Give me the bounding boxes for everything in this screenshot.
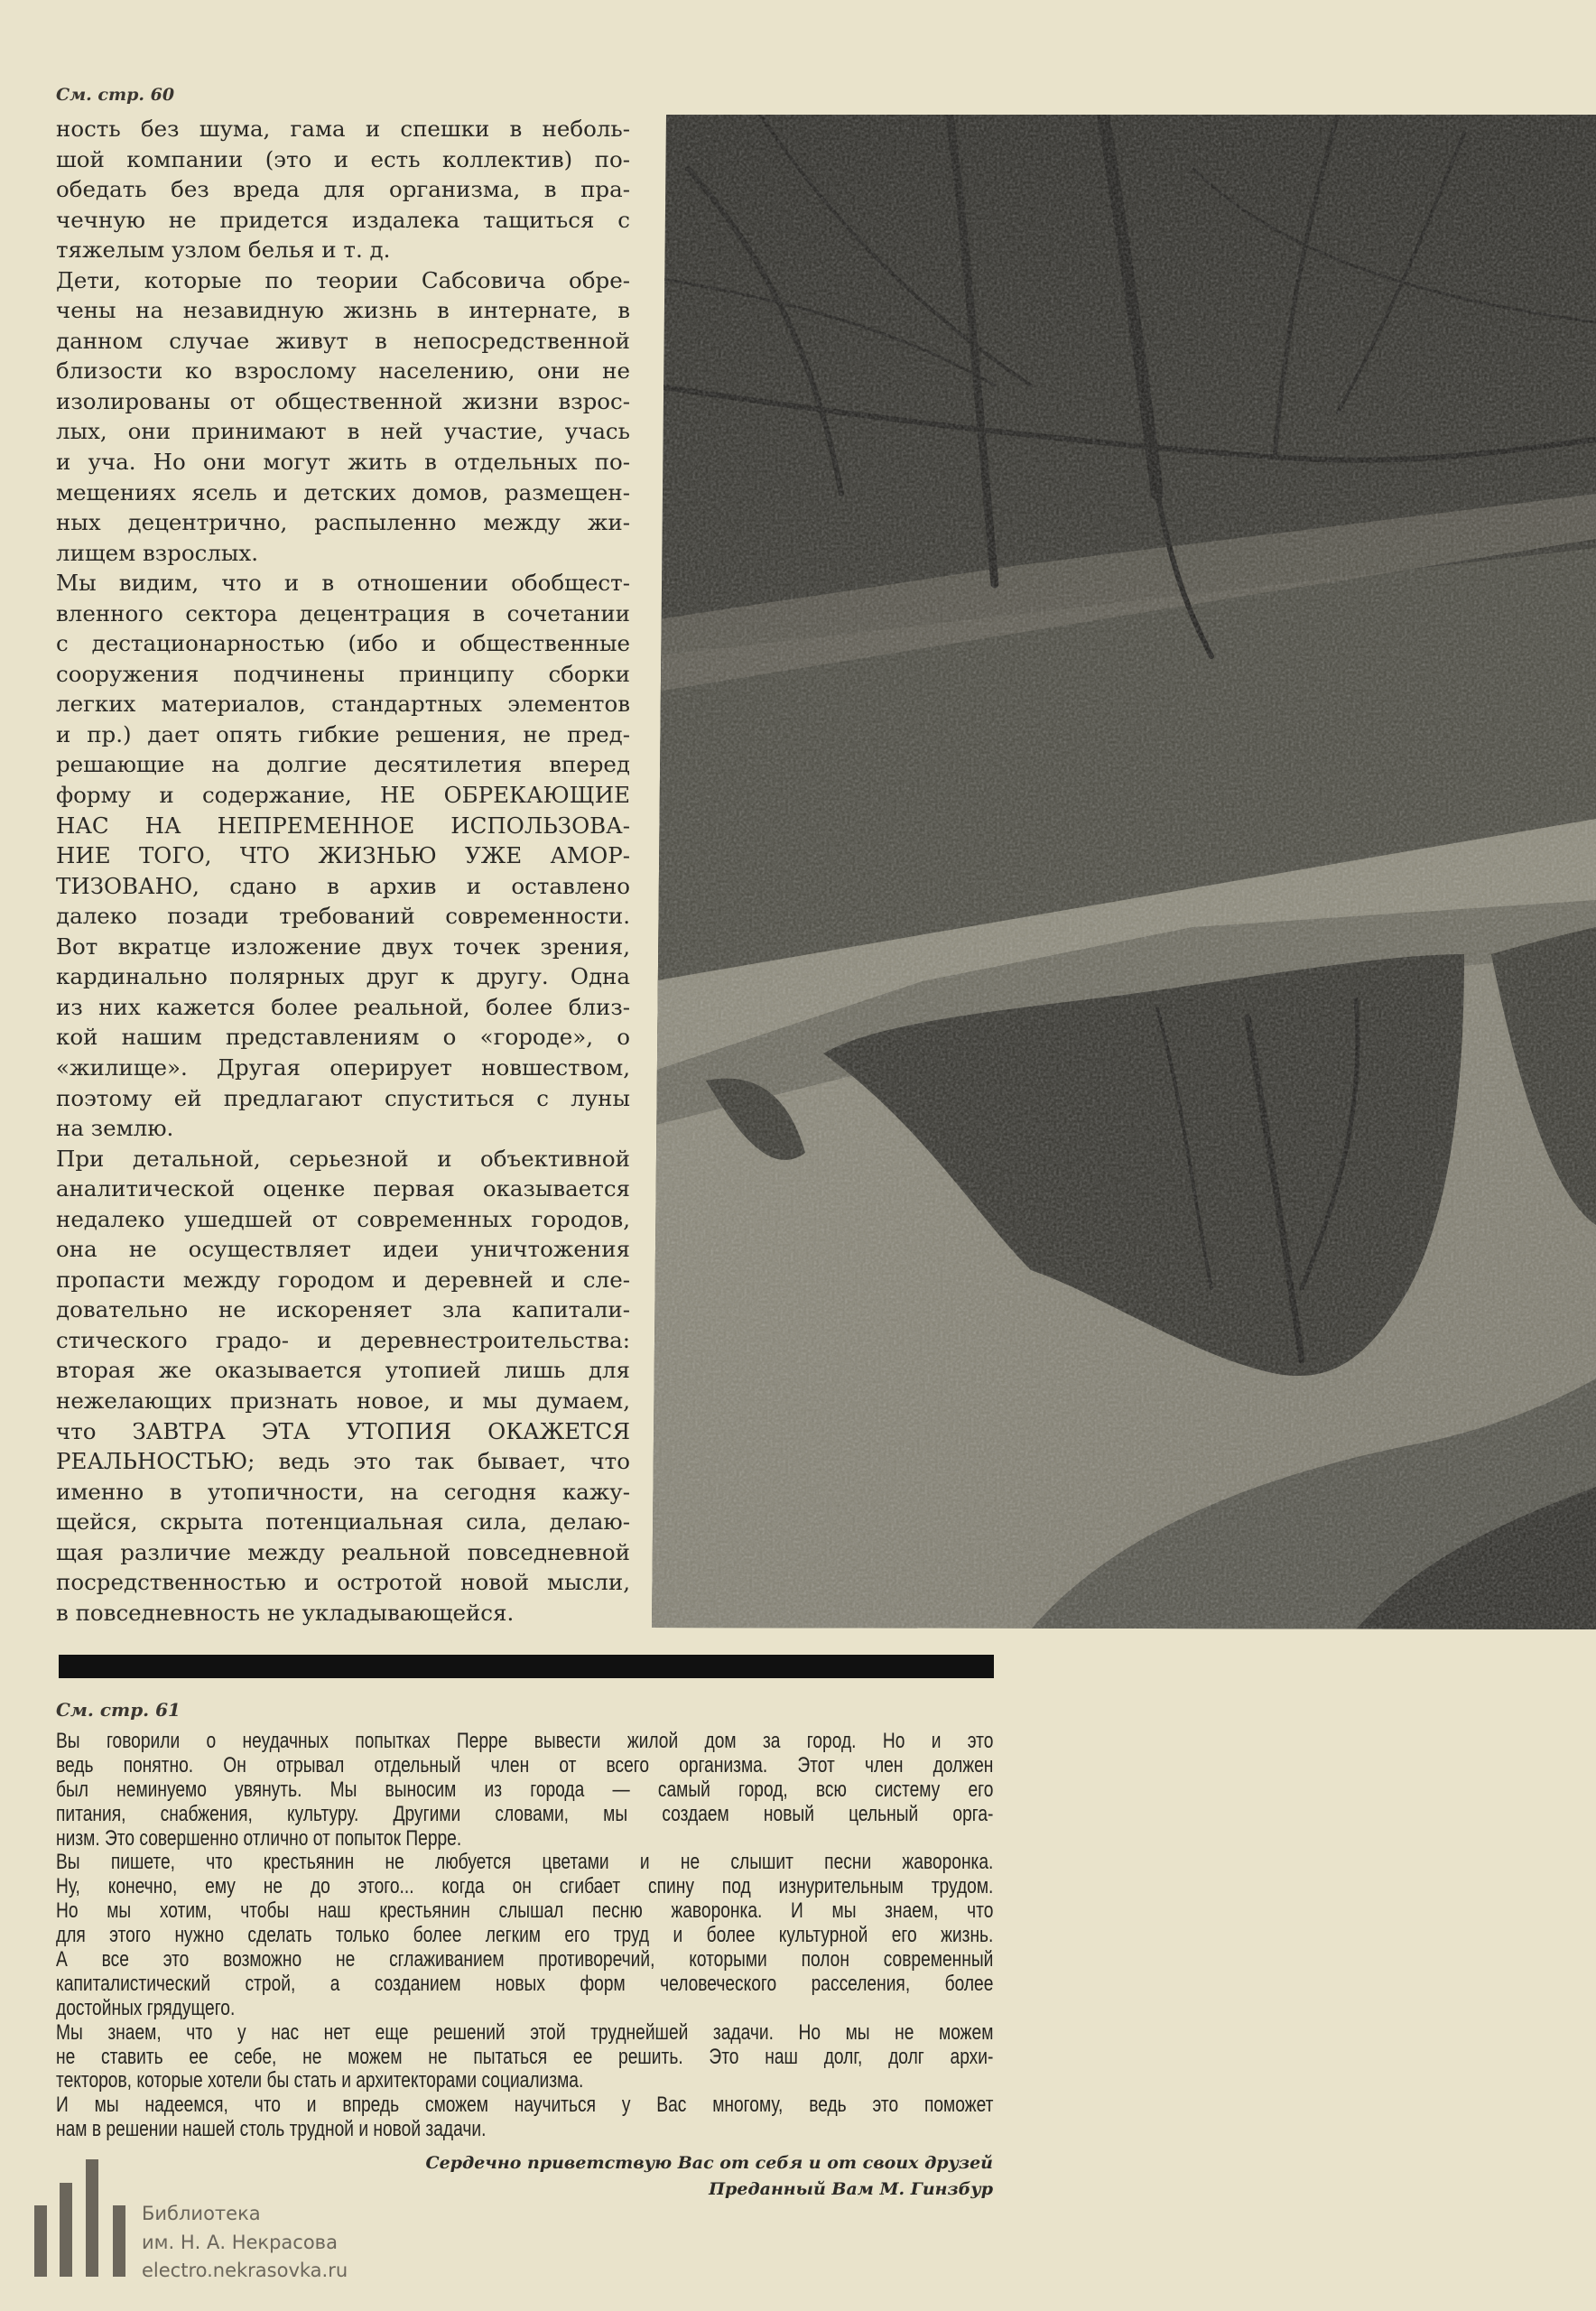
letter-text-line: был неминуемо увянуть. Мы выносим из города — самый город, всю систему его — [56, 1777, 994, 1802]
letter-closing: Сердечно приветствую Вас от себя и от своих друзей — [425, 2153, 993, 2173]
text-line: лищем взрослых. — [56, 539, 258, 566]
letter-text-line: Вы пишете, что крестьянин не любуется цветами и не слышит песни жаворонка. — [56, 1850, 994, 1875]
text-line: близости ко взрослому населению, они не — [56, 357, 630, 385]
text-line: данном случае живут в непосредственной — [56, 327, 630, 354]
text-line: ность без шума, гама и спешки в неболь- — [56, 116, 630, 142]
text-line: изолированы от общественной жизни взрос- — [56, 387, 630, 414]
left-text-column — [56, 114, 630, 1628]
text-line: ТИЗОВАНО, сдано в архив и оставлено — [56, 872, 630, 899]
letter-text-line: текторов, которые хотели бы стать и архитекторами социализма. — [56, 2068, 584, 2093]
watermark-library-subtitle: им. Н. А. Некрасова — [142, 2232, 338, 2253]
letter-text-line: для этого нужно сделать только более легким его труд и более культурной его жизнь. — [56, 1923, 994, 1948]
text-line: кой нашим представлениям о «городе», о — [56, 1024, 630, 1051]
letter-text-line: Ну, конечно, ему не до этого... когда он сгибает спину под изнурительным трудом. — [56, 1874, 994, 1899]
text-line: щейся, скрыта потенциальная сила, делаю- — [56, 1508, 630, 1536]
text-line: форму и содержание, НЕ ОБРЕКАЮЩИЕ — [56, 782, 630, 809]
text-line: на землю. — [56, 1115, 174, 1142]
text-line: обедать без вреда для организма, в пра- — [56, 176, 630, 203]
text-line: мещениях ясель и детских домов, размещен- — [56, 478, 630, 506]
text-line: При детальной, серьезной и объективной — [56, 1145, 630, 1172]
text-line: в повседневность не укладывающейся. — [56, 1599, 515, 1626]
letter-text-line: не ставить ее себе, не можем не пытаться ее решить. Это наш долг, долг архи- — [56, 2044, 994, 2069]
text-line: решающие на долгие десятилетия вперед — [56, 751, 630, 778]
watermark-library-name: Библиотека — [142, 2203, 261, 2224]
text-line: аналитической оценке первая оказывается — [56, 1175, 630, 1202]
text-line: недалеко ушедшей от современных городов, — [56, 1205, 630, 1232]
section-divider-bar — [59, 1655, 994, 1678]
text-line: Мы видим, что и в отношении обобщест- — [56, 570, 630, 597]
text-line: именно в утопичности, на сегодня кажу- — [56, 1478, 630, 1505]
text-line: РЕАЛЬНОСТЬЮ; ведь это так бывает, что — [56, 1448, 630, 1475]
text-line: НАС НА НЕПРЕМЕННОЕ ИСПОЛЬЗОВА- — [56, 812, 630, 839]
text-line: шой компании (это и есть коллектив) по- — [56, 145, 630, 172]
text-line: чечную не придется издалека тащиться с — [56, 206, 630, 233]
text-line: она не осуществляет идеи уничтожения — [56, 1236, 630, 1263]
text-line: далеко позади требований современности. — [56, 903, 630, 930]
page-reference-60: См. стр. 60 — [56, 85, 175, 105]
pond-reflection-photo — [652, 115, 1596, 1629]
text-line: ных децентрично, распыленно между жи- — [56, 509, 630, 536]
letter-text-line: нам в решении нашей столь трудной и новой задачи. — [56, 2117, 487, 2142]
text-line: лых, они принимают в ней участие, учась — [56, 418, 630, 445]
text-line: чены на незавидную жизнь в интернате, в — [56, 297, 630, 324]
letter-text-line: капиталистический строй, а созданием новых форм человеческого расселения, более — [56, 1971, 994, 1996]
letter-text-line: Мы знаем, что у нас нет еще решений этой труднейшей задачи. Но мы не можем — [56, 2019, 994, 2045]
text-line: тяжелым узлом белья и т. д. — [56, 237, 391, 264]
letter-text-line: низм. Это совершенно отлично от попыток Перре. — [56, 1825, 462, 1851]
watermark-url[interactable]: electro.nekrasovka.ru — [142, 2260, 348, 2281]
text-line: и уча. Но они могут жить в отдельных по- — [56, 449, 630, 476]
text-line: вленного сектора децентрация в сочетании — [56, 599, 630, 626]
text-line: кардинально полярных друг к другу. Одна — [56, 963, 630, 990]
text-line: поэтому ей предлагают спуститься с луны — [56, 1084, 630, 1111]
text-line: из них кажется более реальной, более близ- — [56, 993, 630, 1020]
text-line: и пр.) дает опять гибкие решения, не пред- — [56, 720, 630, 747]
letter-text-line: Но мы хотим, чтобы наш крестьянин слышал песню жаворонка. И мы знаем, что — [56, 1898, 994, 1924]
landscape-photo — [652, 115, 1596, 1629]
text-line: стического градо- и деревнестроительства: — [56, 1326, 630, 1353]
letter-signature: Преданный Вам М. Гинзбур — [709, 2179, 993, 2199]
text-line: пропасти между городом и деревней и сле- — [56, 1266, 630, 1293]
text-line: «жилище». Другая оперирует новшеством, — [56, 1053, 630, 1081]
text-line: щая различие между реальной повседневной — [56, 1538, 630, 1565]
text-line: НИЕ ТОГО, ЧТО ЖИЗНЬЮ УЖЕ АМОР- — [56, 842, 630, 869]
text-line: что ЗАВТРА ЭТА УТОПИЯ ОКАЖЕТСЯ — [56, 1417, 630, 1444]
letter-text-line: питания, снабжения, культуру. Другими словами, мы создаем новый цельный орга- — [56, 1801, 994, 1826]
text-line: легких материалов, стандартных элементов — [56, 691, 630, 718]
page-reference-61: См. стр. 61 — [56, 1699, 181, 1721]
text-line: сооружения подчинены принципу сборки — [56, 660, 630, 687]
letter-text-block — [56, 1730, 993, 2142]
text-line: нежелающих признать новое, и мы думаем, — [56, 1387, 630, 1414]
text-line: с дестационарностью (ибо и общественные — [56, 630, 630, 657]
text-line: Вот вкратце изложение двух точек зрения, — [56, 933, 630, 960]
letter-text-line: И мы надеемся, что и впредь сможем научиться у Вас многому, ведь это поможет — [56, 2093, 994, 2118]
letter-text-line: А все это возможно не сглаживанием противоречий, которыми полон современный — [56, 1947, 994, 1972]
letter-text-line: ведь понятно. Он отрывал отдельный член от всего организма. Этот член должен — [56, 1752, 994, 1777]
text-line: посредственностью и остротой новой мысли, — [56, 1569, 630, 1596]
text-line: довательно не искореняет зла капитали- — [56, 1296, 630, 1323]
letter-text-line: Вы говорили о неудачных попытках Перре вывести жилой дом за город. Но и это — [56, 1729, 994, 1753]
letter-text-line: достойных грядущего. — [56, 1995, 236, 2020]
text-line: Дети, которые по теории Сабсовича обре- — [56, 266, 630, 293]
text-line: вторая же оказывается утопией лишь для — [56, 1357, 630, 1384]
